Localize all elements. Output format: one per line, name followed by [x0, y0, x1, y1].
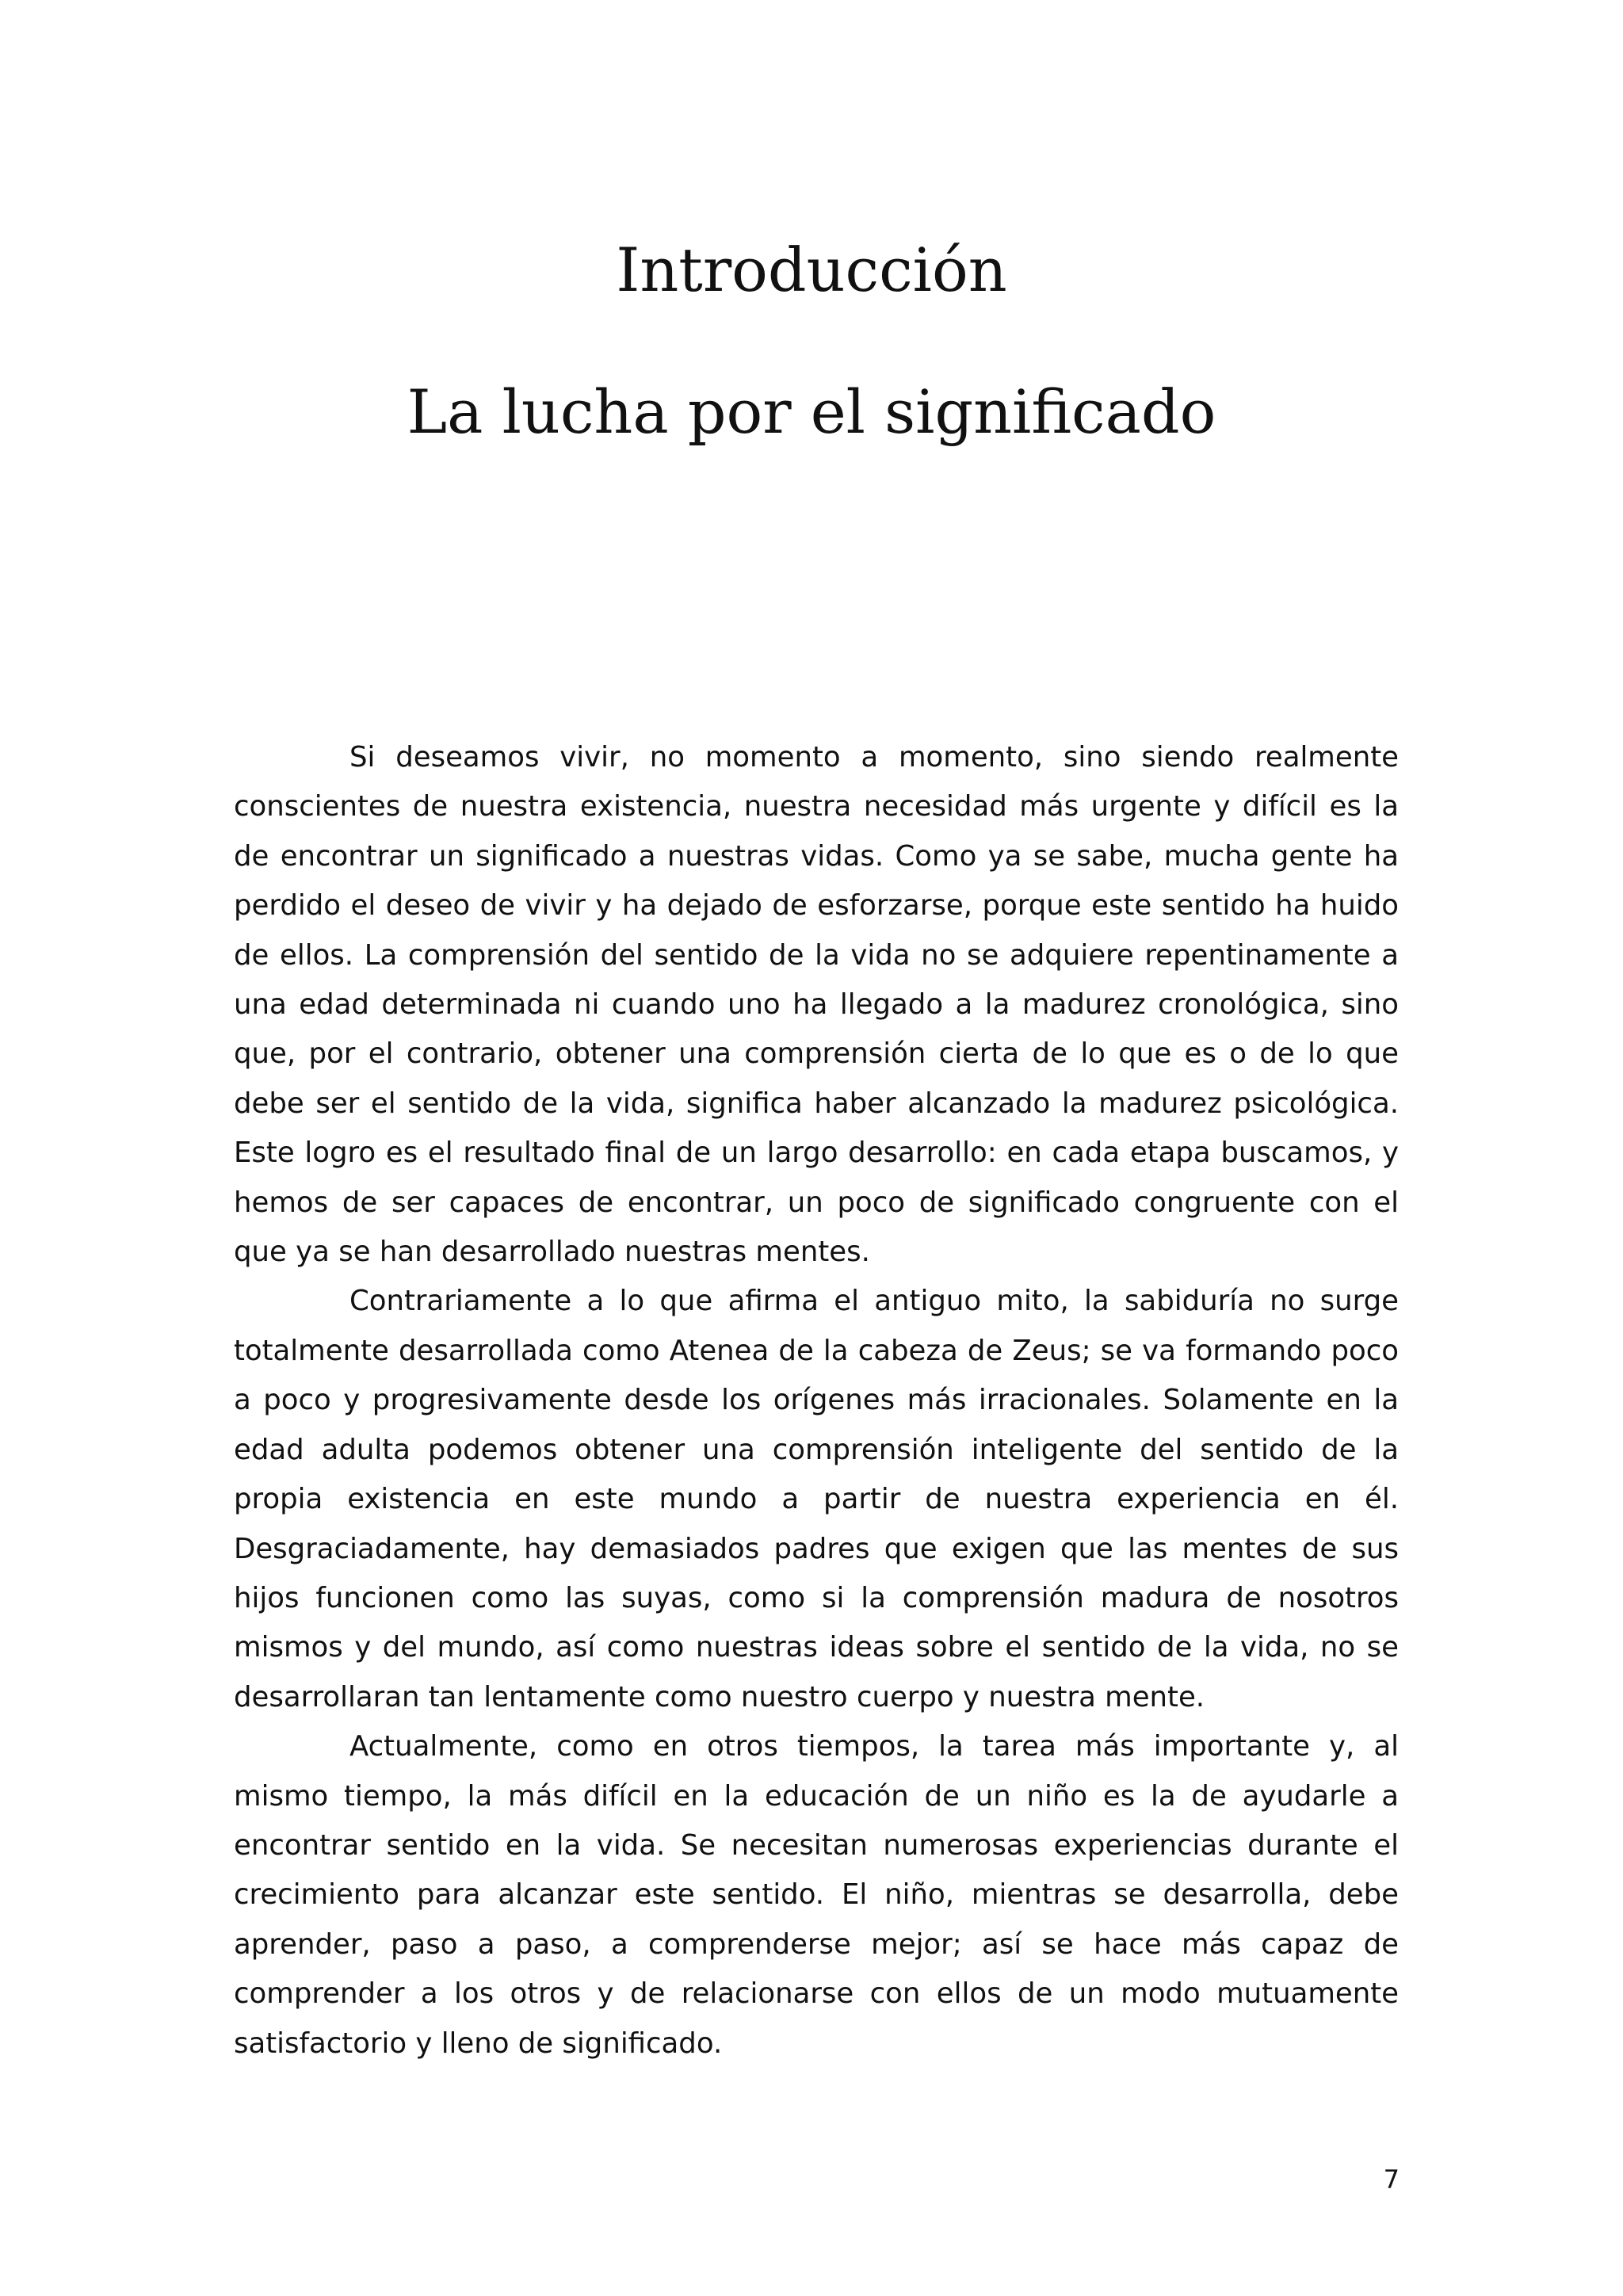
page-number: 7 — [1383, 2164, 1400, 2195]
paragraph: Contrariamente a lo que afirma el antiguo mito, la sabiduría no surge totalmente desarrollada como Atenea de la cabeza de Zeus; se va formando poco a poco y progresivamente desde los orígenes más irracionales. Solamente en la edad adulta podemos obtener una comprensión inteligente del sentido de la propia existencia en este mundo a partir de nuestra experiencia en él. Desgraciadamente, hay demasiados padres que exigen que las mentes de sus hijos funcionen como las suyas, como si la comprensión madura de nosotros mismos y del mundo, así como nuestras ideas sobre el sentido de la vida, no se desarrollaran tan lentamente como nuestro cuerpo y nuestra mente. — [234, 1285, 1399, 1713]
body-text — [234, 733, 1399, 2069]
chapter-title: Introducción — [616, 235, 1007, 305]
paragraph: Si deseamos vivir, no momento a momento, sino siendo realmente conscientes de nuestra existencia, nuestra necesidad más urgente y difícil es la de encontrar un significado a nuestras vidas. Como ya se sabe, mucha gente ha perdido el deseo de vivir y ha dejado de esforzarse, porque este sentido ha huido de ellos. La comprensión del sentido de la vida no se adquiere repentinamente a una edad determinada ni cuando uno ha llegado a la madurez cronológica, sino que, por el contrario, obtener una comprensión cierta de lo que es o de lo que debe ser el sentido de la vida, significa haber alcanzado la madurez psicológica. Este logro es el resultado final de un largo desarrollo: en cada etapa buscamos, y hemos de ser capaces de encontrar, un poco de significado congruente con el que ya se han desarrollado nuestras mentes. — [234, 741, 1399, 1269]
chapter-subtitle: La lucha por el significado — [407, 376, 1216, 447]
paragraph: Actualmente, como en otros tiempos, la tarea más importante y, al mismo tiempo, la más difícil en la educación de un niño es la de ayudarle a encontrar sentido en la vida. Se necesitan numerosas experiencias durante el crecimiento para alcanzar este sentido. El niño, mientras se desarrolla, debe aprender, paso a paso, a comprenderse mejor; así se hace más capaz de comprender a los otros y de relacionarse con ellos de un modo mutuamente satisfactorio y lleno de significado. — [234, 1730, 1399, 2060]
